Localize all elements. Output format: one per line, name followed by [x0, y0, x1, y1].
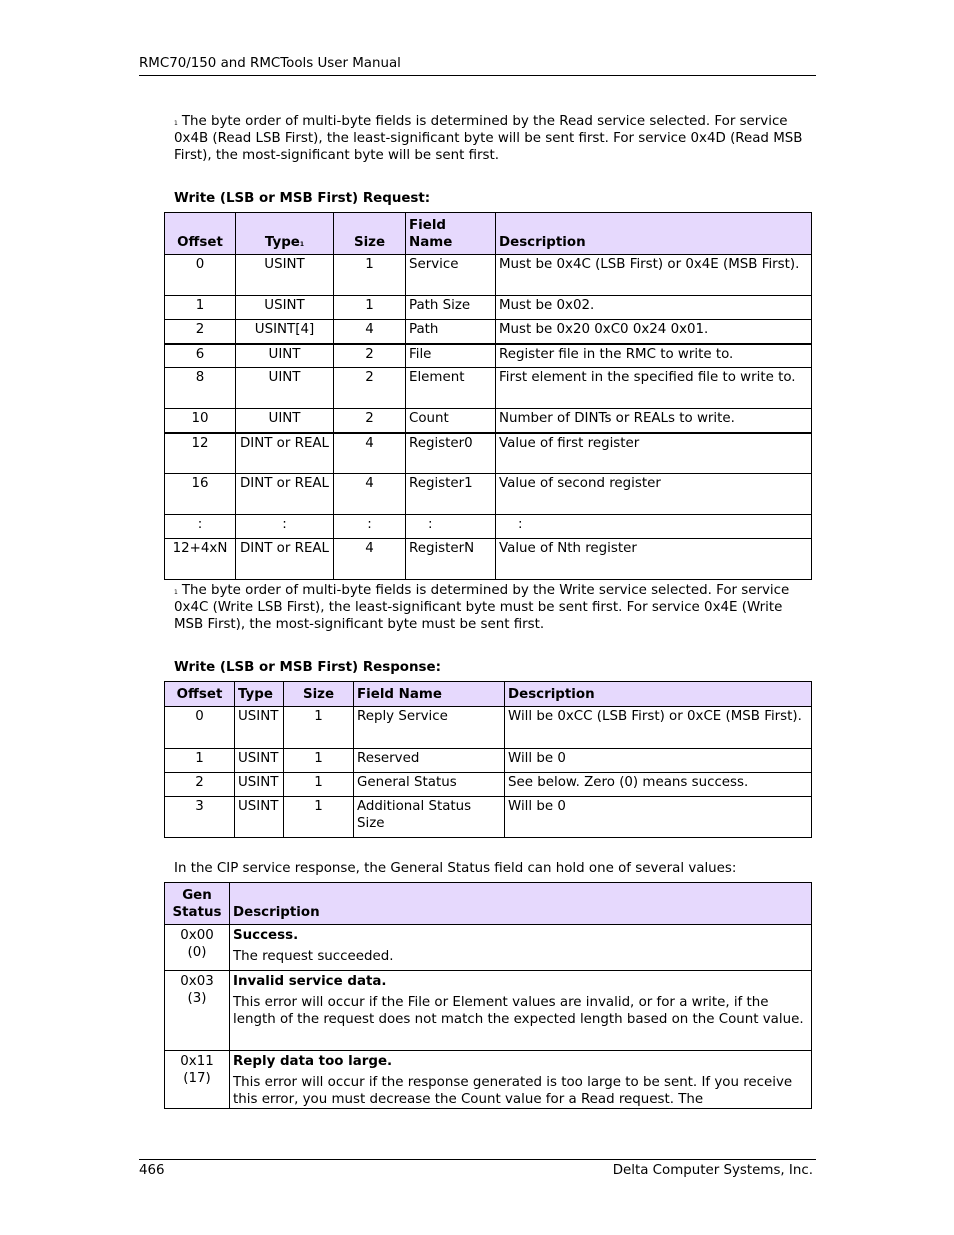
- col-size: Size: [334, 213, 406, 255]
- status-title: Invalid service data.: [233, 974, 387, 989]
- col-gen-status: Gen Status: [165, 883, 230, 925]
- cell-offset: 16: [165, 474, 236, 515]
- cell-field: Element: [406, 368, 496, 409]
- table-row: [165, 707, 812, 749]
- footnote-mark: 1: [174, 120, 178, 127]
- cell-desc: :: [496, 515, 812, 539]
- cell-desc: Value of first register: [496, 433, 812, 474]
- cell-field: RegisterN: [406, 539, 496, 580]
- footnote-read-byte-order: [174, 113, 810, 164]
- cell-desc: [230, 971, 812, 1051]
- cell-size: 1: [284, 749, 354, 773]
- col-size: Size: [284, 682, 354, 707]
- cell-field: Reply Service: [354, 707, 505, 749]
- request-table: [164, 212, 812, 580]
- cell-type: USINT: [235, 749, 284, 773]
- page-footer: [139, 1159, 816, 1178]
- response-header-row: [165, 682, 812, 707]
- cell-field: Path: [406, 320, 496, 344]
- footnote-write-byte-order: [174, 582, 810, 633]
- cell-type: DINT or REAL: [236, 433, 334, 474]
- cell-desc: Must be 0x4C (LSB First) or 0x4E (MSB First).: [496, 255, 812, 296]
- col-description: Description: [230, 883, 812, 925]
- cell-offset: :: [165, 515, 236, 539]
- cell-offset: 10: [165, 409, 236, 433]
- cell-type: UINT: [236, 368, 334, 409]
- cell-offset: 1: [165, 296, 236, 320]
- cell-desc: [230, 925, 812, 971]
- cell-type: DINT or REAL: [236, 474, 334, 515]
- table-row: [165, 797, 812, 838]
- response-table: [164, 681, 812, 838]
- cell-size: 2: [334, 368, 406, 409]
- cell-offset: 2: [165, 320, 236, 344]
- cell-field: Path Size: [406, 296, 496, 320]
- cell-size: 2: [334, 344, 406, 368]
- status-code-hex: 0x11: [180, 1054, 214, 1069]
- status-body: The request succeeded.: [233, 949, 394, 964]
- status-intro: In the CIP service response, the General Status field can hold one of several values:: [174, 861, 737, 876]
- page-number: 466: [139, 1163, 165, 1178]
- cell-offset: 6: [165, 344, 236, 368]
- table-row: [165, 368, 812, 409]
- table-row: [165, 925, 812, 971]
- status-code-dec: (17): [183, 1071, 211, 1086]
- cell-desc: Register file in the RMC to write to.: [496, 344, 812, 368]
- cell-offset: 2: [165, 773, 235, 797]
- cell-desc: Number of DINTs or REALs to write.: [496, 409, 812, 433]
- cell-size: 1: [284, 707, 354, 749]
- status-body: This error will occur if the File or Element values are invalid, or for a write, if the length of the request does not match the expected length based on the Count value.: [233, 995, 804, 1027]
- request-heading: Write (LSB or MSB First) Request:: [174, 191, 431, 206]
- cell-offset: 3: [165, 797, 235, 838]
- cell-type: USINT: [236, 255, 334, 296]
- table-row: [165, 296, 812, 320]
- cell-field: General Status: [354, 773, 505, 797]
- table-row: [165, 749, 812, 773]
- cell-desc: [230, 1051, 812, 1109]
- footnote-mark: 1: [174, 589, 178, 596]
- footnote-text: The byte order of multi-byte fields is determined by the Write service selected. For service 0x4C (Write LSB First), the least-significant byte must be sent first. For service 0x4E (Write MSB First), the most-significant byte must be sent first.: [174, 583, 790, 632]
- cell-type: :: [236, 515, 334, 539]
- table-row: [165, 433, 812, 474]
- status-code-hex: 0x00: [180, 928, 214, 943]
- cell-desc: See below. Zero (0) means success.: [505, 773, 812, 797]
- cell-desc: Must be 0x02.: [496, 296, 812, 320]
- col-field-name: Field Name: [406, 213, 496, 255]
- general-status-table: [164, 882, 812, 1109]
- col-offset: Offset: [165, 682, 235, 707]
- status-title: Success.: [233, 928, 299, 943]
- status-code-dec: (3): [187, 991, 207, 1006]
- cell-size: 4: [334, 474, 406, 515]
- cell-gen-status: [165, 925, 230, 971]
- status-title: Reply data too large.: [233, 1054, 393, 1069]
- cell-gen-status: [165, 1051, 230, 1109]
- company-name: Delta Computer Systems, Inc.: [612, 1163, 813, 1178]
- cell-field: File: [406, 344, 496, 368]
- cell-gen-status: [165, 971, 230, 1051]
- cell-size: 1: [284, 773, 354, 797]
- cell-field: Service: [406, 255, 496, 296]
- cell-size: 4: [334, 539, 406, 580]
- page-header: [139, 56, 816, 76]
- cell-offset: 1: [165, 749, 235, 773]
- col-description: Description: [496, 213, 812, 255]
- cell-field: Count: [406, 409, 496, 433]
- cell-desc: First element in the specified file to write to.: [496, 368, 812, 409]
- cell-offset: 0: [165, 707, 235, 749]
- col-field-name: Field Name: [354, 682, 505, 707]
- cell-desc: Will be 0: [505, 797, 812, 838]
- table-row: [165, 1051, 812, 1109]
- cell-type: UINT: [236, 409, 334, 433]
- table-row: [165, 539, 812, 580]
- table-row: [165, 344, 812, 368]
- cell-offset: 8: [165, 368, 236, 409]
- col-type-label: Type: [264, 235, 300, 250]
- cell-size: 1: [334, 255, 406, 296]
- cell-type: UINT: [236, 344, 334, 368]
- cell-type: USINT: [236, 296, 334, 320]
- cell-type: USINT: [235, 797, 284, 838]
- request-header-row: [165, 213, 812, 255]
- col-description: Description: [505, 682, 812, 707]
- cell-size: 2: [334, 409, 406, 433]
- cell-field: Reserved: [354, 749, 505, 773]
- table-row: [165, 515, 812, 539]
- cell-size: 4: [334, 320, 406, 344]
- cell-size: :: [334, 515, 406, 539]
- cell-desc: Must be 0x20 0xC0 0x24 0x01.: [496, 320, 812, 344]
- cell-desc: Will be 0: [505, 749, 812, 773]
- cell-field: Additional Status Size: [354, 797, 505, 838]
- table-row: [165, 320, 812, 344]
- status-code-hex: 0x03: [180, 974, 214, 989]
- cell-type: DINT or REAL: [236, 539, 334, 580]
- type-footnote-mark: 1: [299, 241, 305, 248]
- table-row: [165, 255, 812, 296]
- cell-field: Register0: [406, 433, 496, 474]
- footnote-text: The byte order of multi-byte fields is determined by the Read service selected. For service 0x4B (Read LSB First), the least-significant byte will be sent first. For service 0x4D (Read MSB First), the most-significant byte will be sent first.: [174, 114, 803, 163]
- cell-size: 4: [334, 433, 406, 474]
- table-row: [165, 971, 812, 1051]
- status-header-row: [165, 883, 812, 925]
- table-row: [165, 474, 812, 515]
- cell-field: :: [406, 515, 496, 539]
- cell-type: USINT: [235, 707, 284, 749]
- cell-offset: 0: [165, 255, 236, 296]
- col-offset: Offset: [165, 213, 236, 255]
- cell-offset: 12+4xN: [165, 539, 236, 580]
- cell-type: USINT: [235, 773, 284, 797]
- table-row: [165, 773, 812, 797]
- cell-desc: Will be 0xCC (LSB First) or 0xCE (MSB First).: [505, 707, 812, 749]
- cell-desc: Value of second register: [496, 474, 812, 515]
- col-type: Type: [235, 682, 284, 707]
- status-body: This error will occur if the response generated is too large to be sent. If you receive this error, you must decrease the Count value for a Read request. The: [233, 1075, 793, 1107]
- cell-field: Register1: [406, 474, 496, 515]
- response-heading: Write (LSB or MSB First) Response:: [174, 660, 441, 675]
- status-code-dec: (0): [187, 945, 207, 960]
- col-type: [236, 213, 334, 255]
- cell-offset: 12: [165, 433, 236, 474]
- cell-size: 1: [334, 296, 406, 320]
- table-row: [165, 409, 812, 433]
- manual-title: RMC70/150 and RMCTools User Manual: [139, 56, 401, 71]
- cell-type: USINT[4]: [236, 320, 334, 344]
- cell-desc: Value of Nth register: [496, 539, 812, 580]
- cell-size: 1: [284, 797, 354, 838]
